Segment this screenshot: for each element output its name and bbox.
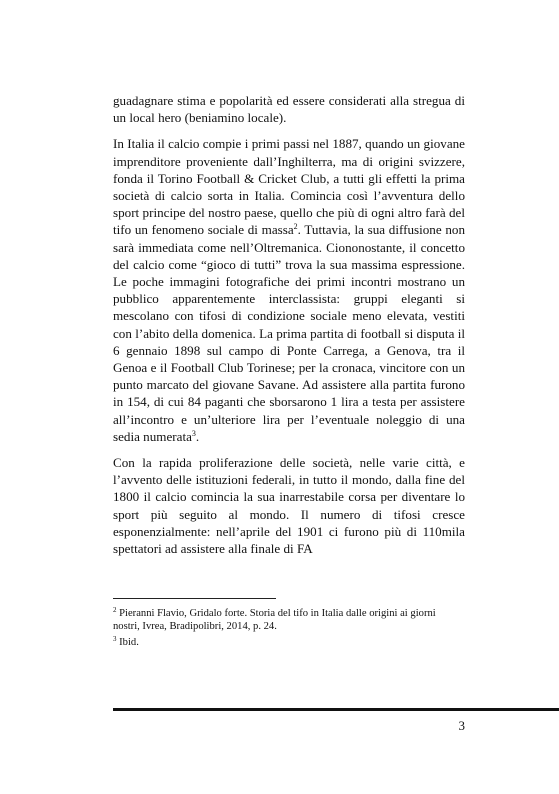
paragraph-2-text-a: In Italia il calcio compie i primi passi nel 1887, quando un giovane imprenditore proveniente dall’Inghilterra, ma di origini svizzere, fonda il Torino Football & Cricket Club, a tutti gli effetti la prima società di calcio sorta in Italia. Comincia così l’avventura dello sport principe del nostro paese, quello che più di ogni altro farà del tifo un fenomeno sociale di massa xyxy=(113,136,465,238)
footnote-text: Pieranni Flavio, Gridalo forte. Storia del tifo in Italia dalle origini ai giorni nostri, Ivrea, Bradipolibri, 2014, p. 24. xyxy=(113,608,436,632)
paragraph-2 xyxy=(113,135,465,445)
paragraph-3: Con la rapida proliferazione delle società, nelle varie città, e l’avvento delle istituzioni federali, in tutto il mondo, dalla fine del 1800 il calcio comincia la sua inarrestabile corsa per diventare lo sport più seguito al mondo. Il numero di tifosi cresce esponenzialmente: nell’aprile del 1901 ci furono più di 110mila spettatori ad assistere alla finale di FA xyxy=(113,455,465,557)
footnote-text: Ibid. xyxy=(116,637,139,648)
paragraph-2-text-c: . xyxy=(195,428,200,444)
paragraph-1: guadagnare stima e popolarità ed essere considerati alla stregua di un local hero (beniamino locale). xyxy=(113,93,465,126)
body-text xyxy=(113,92,465,566)
footnote-2 xyxy=(113,604,465,633)
footnote-3 xyxy=(113,633,465,649)
paragraph-2-text-b: . Tuttavia, la sua diffusione non sarà immediata come nell’Oltremanica. Ciononostante, il concetto del calcio come “gioco di tutti” trova la sua massima espressione. Le poche immagini fotografiche dei primi incontri mostrano un pubblico apparentemente interclassista: gruppi eleganti si mescolano con tifosi di condizione sociale meno elevata, vestiti con l’abito della domenica. La prima partita di football si disputa il 6 gennaio 1898 sul campo di Ponte Carrega, a Genova, tra il Genoa e il Football Club Torinese; per la cronaca, vincitore con un punto marcato del giovane Savane. Ad assistere alla partita furono in 154, di cui 84 paganti che sborsarono 1 lira a testa per assistere all’incontro e un’ulteriore lira per l’eventuale noleggio di una sedia numerata xyxy=(113,222,465,444)
footnote-ref-2: 2 xyxy=(293,222,298,232)
footer-rule xyxy=(113,708,559,711)
page-number: 3 xyxy=(458,718,465,733)
footnote-number: 2 xyxy=(113,606,117,614)
footnotes xyxy=(113,604,465,649)
footnote-separator xyxy=(113,598,276,599)
footnote-ref-3: 3 xyxy=(191,428,196,438)
footnote-number: 3 xyxy=(113,635,117,643)
